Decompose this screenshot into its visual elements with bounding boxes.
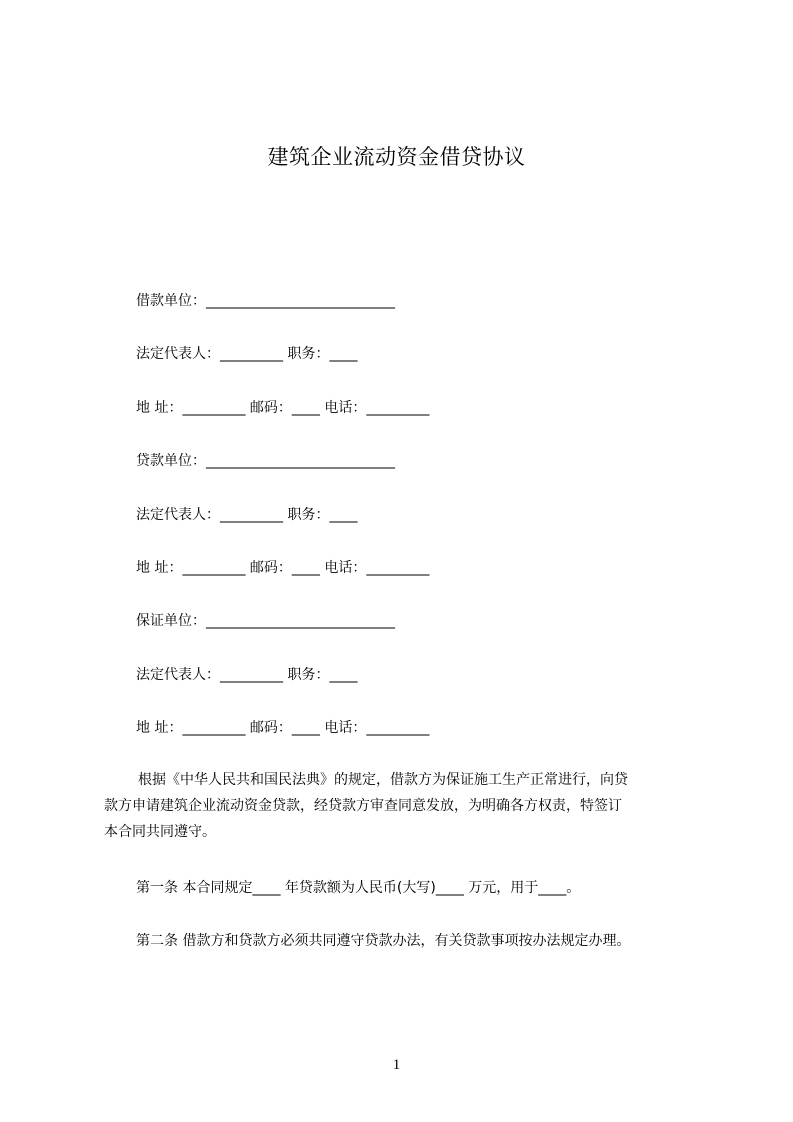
borrower-legal-rep-field: 法定代表人：_________ 职务：____: [136, 346, 358, 362]
guarantor-address-field: 地 址：_________ 邮码：____ 电话：_________: [136, 720, 430, 736]
page-number: 1: [392, 1057, 401, 1073]
preamble-line: 本合同共同遵守。: [104, 824, 216, 840]
preamble-line: 根据《中华人民共和国民法典》的规定，借款方为保证施工生产正常进行，向贷: [138, 772, 628, 788]
lender-legal-rep-field: 法定代表人：_________ 职务：____: [136, 507, 358, 523]
lender-unit-field: 贷款单位：___________________________: [136, 453, 395, 469]
borrower-address-field: 地 址：_________ 邮码：____ 电话：_________: [136, 400, 430, 416]
clause-2: 第二条 借款方和贷款方必须共同遵守贷款办法，有关贷款事项按办法规定办理。: [136, 933, 631, 949]
borrower-unit-field: 借款单位：___________________________: [136, 293, 395, 309]
preamble-paragraph: [104, 767, 708, 845]
document-title: 建筑企业流动资金借贷协议: [267, 145, 526, 169]
lender-address-field: 地 址：_________ 邮码：____ 电话：_________: [136, 560, 430, 576]
clause-1: 第一条 本合同规定____ 年贷款额为人民币(大写)____ 万元，用于____。: [136, 880, 581, 896]
preamble-line: 款方申请建筑企业流动资金贷款，经贷款方审查同意发放，为明确各方权责，特签订: [104, 798, 622, 814]
guarantor-legal-rep-field: 法定代表人：_________ 职务：____: [136, 667, 358, 683]
guarantor-unit-field: 保证单位：___________________________: [136, 613, 395, 629]
